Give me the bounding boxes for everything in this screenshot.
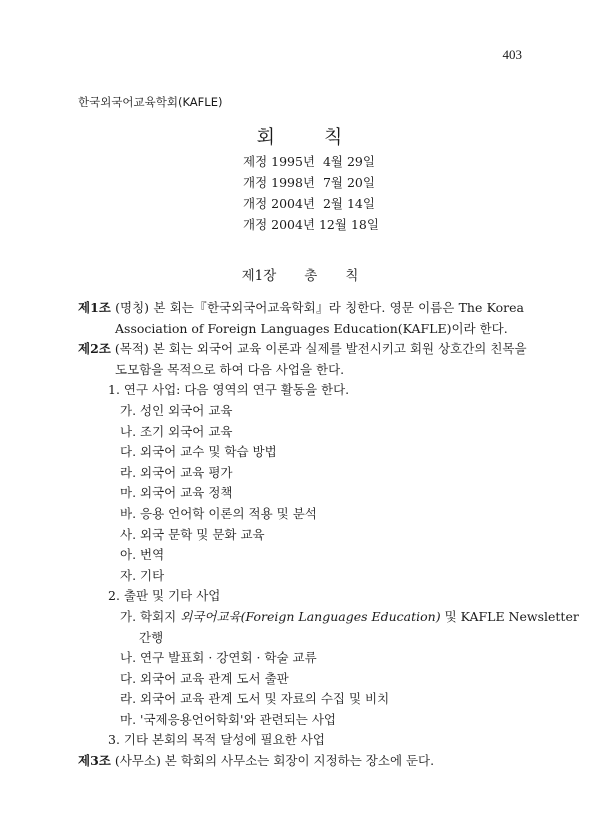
revision-line: 개정 2004년 2월 14일 <box>243 196 375 211</box>
list-item: 가. 성인 외국어 교육 <box>120 402 233 418</box>
chapter-heading <box>0 264 600 284</box>
item-3-label: 3. 기타 본회의 목적 달성에 필요한 사업 <box>108 732 325 748</box>
list-item: 라. 외국어 교육 평가 <box>120 464 233 480</box>
list-item: 나. 연구 발표회 · 강연회 · 학술 교류 <box>120 650 317 666</box>
list-item: 마. '국제응용언어학회'와 관련되는 사업 <box>120 711 336 727</box>
chapter-number: 제1장 <box>241 268 277 284</box>
list-item-ga <box>78 607 579 628</box>
article-3-head: 제3조 <box>78 753 111 769</box>
article-2-text: (목적) 본 회는 외국어 교육 이론과 실제를 발전시키고 회원 상호간의 친목을 <box>114 341 527 357</box>
journal-title: 외국어교육(Foreign Languages Education) <box>180 608 441 624</box>
journal-prefix: 가. 학회지 <box>120 608 181 624</box>
list-item: 마. 외국어 교육 정책 <box>120 485 233 501</box>
list-item: 사. 외국 문학 및 문화 교육 <box>120 526 265 542</box>
article-1-line-1 <box>78 298 524 319</box>
document-title <box>0 122 600 149</box>
title-part-2: 칙 <box>324 126 344 148</box>
article-1-head: 제1조 <box>78 300 111 315</box>
revision-line: 개정 1998년 7월 20일 <box>243 175 375 190</box>
document-body <box>78 298 579 772</box>
article-1-text: (명칭) 본 회는『한국외국어교육학회』라 칭한다. 영문 이름은 The Korea <box>115 300 524 315</box>
article-2-line-1 <box>78 339 527 360</box>
list-item: 다. 외국어 교수 및 학습 방법 <box>120 444 277 460</box>
revision-line: 제정 1995년 4월 29일 <box>243 154 375 169</box>
article-2-line-2: 도모함을 목적으로 하여 다음 사업을 한다. <box>115 361 345 377</box>
revision-line: 개정 2004년 12월 18일 <box>243 217 379 232</box>
item-1-label: 1. 연구 사업: 다음 영역의 연구 활동을 한다. <box>108 382 350 398</box>
list-item: 자. 기타 <box>120 567 165 583</box>
chapter-title-part-1: 총 <box>304 268 318 284</box>
list-item-ga-continuation: 간행 <box>139 629 164 645</box>
article-3-line-1 <box>78 751 524 772</box>
article-2-head: 제2조 <box>78 341 111 357</box>
page-number: 403 <box>502 47 522 62</box>
journal-suffix: 및 KAFLE Newsletter <box>440 608 579 624</box>
revision-history <box>243 151 379 235</box>
organization-header: 한국외국어교육학회(KAFLE) <box>78 95 223 109</box>
article-1-line-2: Association of Foreign Languages Education(KAFLE)이라 한다. <box>115 320 508 336</box>
list-item: 바. 응용 언어학 이론의 적용 및 분석 <box>120 505 317 521</box>
list-item: 다. 외국어 교육 관계 도서 출판 <box>120 670 289 686</box>
title-part-1: 회 <box>256 126 276 148</box>
list-item: 아. 번역 <box>120 547 165 563</box>
list-item: 나. 조기 외국어 교육 <box>120 423 233 439</box>
chapter-title-part-2: 칙 <box>345 268 359 284</box>
article-3-text: (사무소) 본 학회의 사무소는 회장이 지정하는 장소에 둔다. <box>114 753 435 769</box>
item-2-label: 2. 출판 및 기타 사업 <box>108 588 221 604</box>
list-item: 라. 외국어 교육 관계 도서 및 자료의 수집 및 비치 <box>120 691 390 707</box>
